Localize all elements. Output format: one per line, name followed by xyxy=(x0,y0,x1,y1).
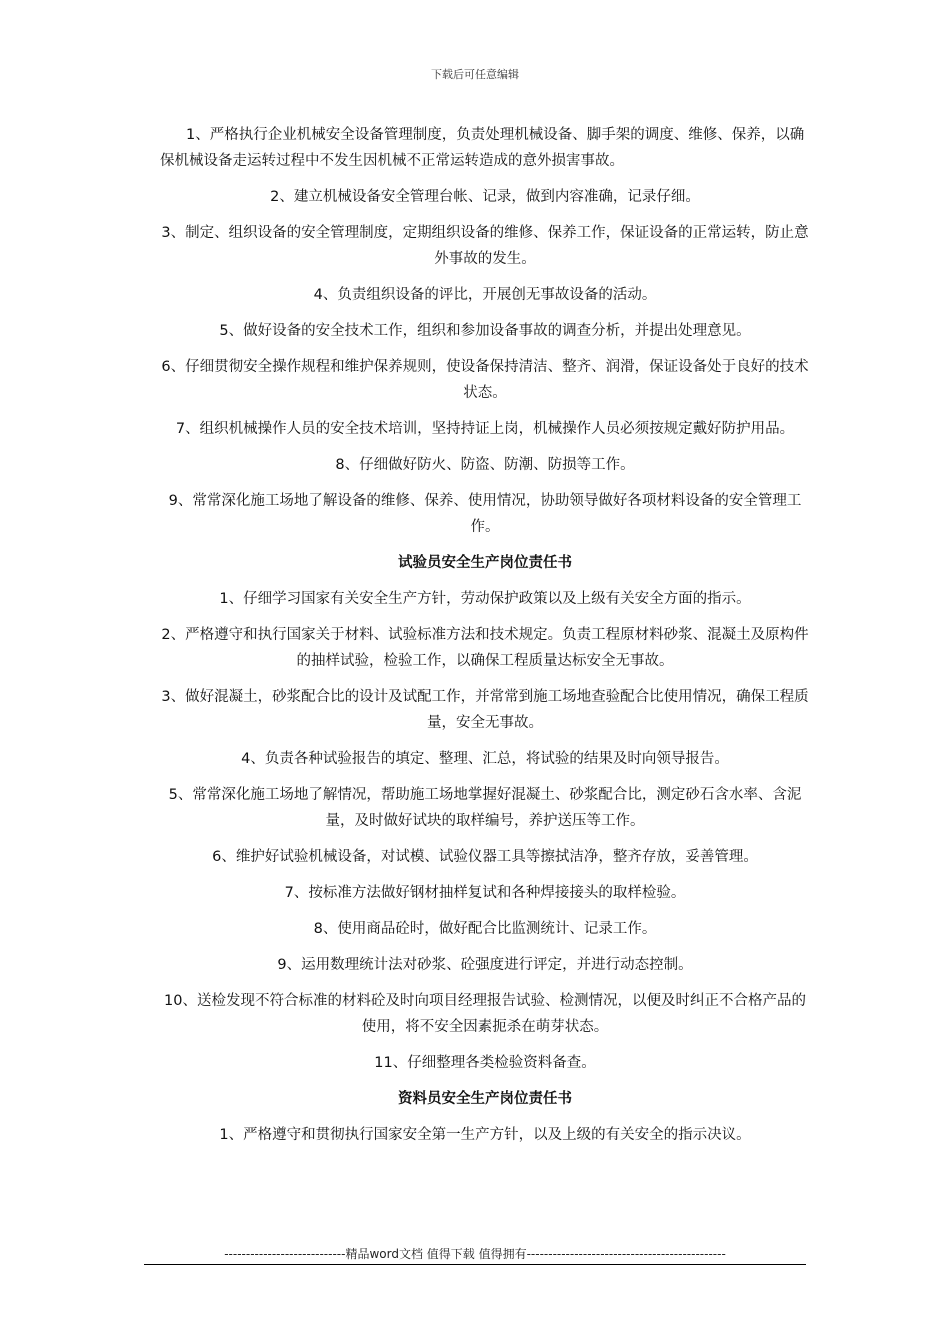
section-heading-archivist: 资料员安全生产岗位责任书 xyxy=(398,1091,572,1107)
paragraph-s1-9: 9、常常深化施工场地了解设备的维修、保养、使用情况，协助领导做好各项材料设备的安全管理工作。 xyxy=(168,493,802,535)
paragraph-s1-5: 5、做好设备的安全技术工作，组织和参加设备事故的调查分析，并提出处理意见。 xyxy=(219,323,751,339)
paragraph-s2-2: 2、严格遵守和执行国家关于材料、试验标准方法和技术规定。负责工程原材料砂浆、混凝土及原构件的抽样试验，检验工作，以确保工程质量达标安全无事故。 xyxy=(161,627,809,669)
paragraph-s2-5: 5、常常深化施工场地了解情况，帮助施工场地掌握好混凝土、砂浆配合比，测定砂石含水率、含泥量，及时做好试块的取样编号，养护送压等工作。 xyxy=(168,787,802,829)
paragraph-s2-7: 7、按标准方法做好钢材抽样复试和各种焊接接头的取样检验。 xyxy=(284,885,686,901)
paragraph-s2-6: 6、维护好试验机械设备，对试模、试验仪器工具等擦拭洁净，整齐存放，妥善管理。 xyxy=(212,849,758,865)
section-heading-tester: 试验员安全生产岗位责任书 xyxy=(398,555,572,571)
paragraph-s2-3: 3、做好混凝土，砂浆配合比的设计及试配工作，并常常到施工场地查验配合比使用情况，确保工程质量，安全无事故。 xyxy=(161,689,809,731)
paragraph-s2-11: 11、仔细整理各类检验资料备查。 xyxy=(374,1055,596,1071)
paragraph-s1-3: 3、制定、组织设备的安全管理制度，定期组织设备的维修、保养工作，保证设备的正常运转，防止意外事故的发生。 xyxy=(161,225,809,267)
paragraph-s1-8: 8、仔细做好防火、防盗、防潮、防损等工作。 xyxy=(335,457,635,473)
paragraph-s1-1: 1、严格执行企业机械安全设备管理制度，负责处理机械设备、脚手架的调度、维修、保养，以确保机械设备走运转过程中不发生因机械不正常运转造成的意外损害事故。 xyxy=(160,127,805,169)
paragraph-s1-6: 6、仔细贯彻安全操作规程和维护保养规则，使设备保持清洁、整齐、润滑，保证设备处于良好的技术状态。 xyxy=(161,359,809,401)
document-body xyxy=(160,122,810,1158)
paragraph-s1-4: 4、负责组织设备的评比，开展创无事故设备的活动。 xyxy=(313,287,657,303)
paragraph-s2-8: 8、使用商品砼时，做好配合比监测统计、记录工作。 xyxy=(313,921,657,937)
paragraph-s2-4: 4、负责各种试验报告的填定、整理、汇总，将试验的结果及时向领导报告。 xyxy=(241,751,729,767)
paragraph-s2-9: 9、运用数理统计法对砂浆、砼强度进行评定，并进行动态控制。 xyxy=(277,957,693,973)
footer-rule xyxy=(144,1264,806,1265)
paragraph-s1-2: 2、建立机械设备安全管理台帐、记录，做到内容准确，记录仔细。 xyxy=(270,189,700,205)
page-footer: ----------------------------精品word文档 值得下载 值得拥有---------------------------------------------- xyxy=(224,1247,726,1261)
paragraph-s2-1: 1、仔细学习国家有关安全生产方针，劳动保护政策以及上级有关安全方面的指示。 xyxy=(219,591,751,607)
page-header: 下载后可任意编辑 xyxy=(431,68,519,81)
paragraph-s2-10: 10、送检发现不符合标准的材料砼及时向项目经理报告试验、检测情况，以便及时纠正不合格产品的使用，将不安全因素扼杀在萌芽状态。 xyxy=(164,993,806,1035)
paragraph-s1-7: 7、组织机械操作人员的安全技术培训，坚持持证上岗，机械操作人员必须按规定戴好防护用品。 xyxy=(175,421,795,437)
paragraph-s3-1: 1、严格遵守和贯彻执行国家安全第一生产方针，以及上级的有关安全的指示决议。 xyxy=(219,1127,751,1143)
